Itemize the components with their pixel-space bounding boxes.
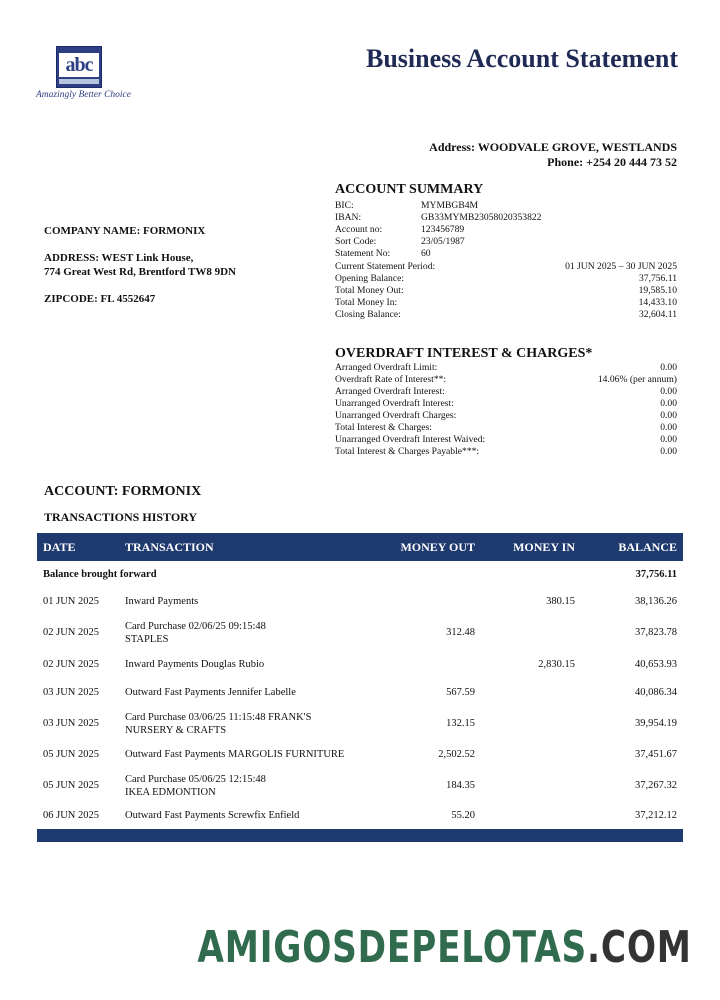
row-date: 05 JUN 2025 [43, 749, 100, 760]
summary-label: Sort Code: [335, 236, 377, 247]
overdraft-row [335, 362, 677, 374]
overdraft-label: Arranged Overdraft Interest: [335, 386, 445, 397]
summary-row [335, 200, 677, 212]
row-description: Outward Fast Payments MARGOLIS FURNITURE [125, 749, 345, 760]
table-header [37, 533, 683, 561]
summary-value: 01 JUN 2025 – 30 JUN 2025 [565, 261, 677, 272]
overdraft-label: Unarranged Overdraft Interest Waived: [335, 434, 486, 445]
logo-letters: abc [59, 53, 99, 77]
row-money-out: 312.48 [446, 627, 475, 638]
col-header-balance: BALANCE [618, 540, 677, 554]
summary-value: 123456789 [421, 224, 465, 235]
transactions-table [37, 533, 683, 842]
customer-address-line1: ADDRESS: WEST Link House, [44, 252, 194, 264]
overdraft-label: Arranged Overdraft Limit: [335, 362, 438, 373]
summary-value: 14,433.10 [638, 297, 677, 308]
table-row [37, 741, 683, 769]
document-title: Business Account Statement [365, 44, 678, 73]
col-header-date: DATE [43, 540, 76, 554]
summary-label: Statement No: [335, 248, 391, 259]
overdraft-value: 0.00 [660, 386, 677, 397]
col-header-money-in: MONEY IN [513, 540, 575, 554]
summary-label: Current Statement Period: [335, 261, 436, 272]
summary-value: 60 [421, 248, 431, 259]
row-description: Inward Payments [125, 596, 199, 607]
table-row [37, 803, 683, 829]
row-description: Card Purchase 03/06/25 11:15:48 FRANK'S [125, 712, 312, 723]
table-row [37, 651, 683, 679]
bank-logo [36, 46, 131, 108]
account-heading: ACCOUNT: FORMONIX [44, 484, 202, 499]
overdraft-value: 0.00 [660, 398, 677, 409]
summary-label: Total Money Out: [335, 285, 404, 296]
row-balance: 38,136.26 [635, 596, 677, 607]
overdraft-label: Total Interest & Charges: [335, 422, 432, 433]
row-money-out: 2,502.52 [438, 749, 475, 760]
row-description: Outward Fast Payments Screwfix Enfield [125, 810, 300, 821]
overdraft-label: Unarranged Overdraft Charges: [335, 410, 457, 421]
overdraft-label: Unarranged Overdraft Interest: [335, 398, 454, 409]
summary-amount-row [335, 309, 677, 321]
row-description-line2: STAPLES [125, 634, 169, 645]
overdraft-row [335, 434, 677, 446]
customer-company: COMPANY NAME: FORMONIX [44, 225, 206, 237]
watermark-suffix: .COM [587, 922, 692, 973]
overdraft-label: Overdraft Rate of Interest**: [335, 374, 447, 385]
overdraft-row [335, 398, 677, 410]
summary-amount-row [335, 273, 677, 285]
overdraft-value: 0.00 [660, 422, 677, 433]
watermark [198, 922, 692, 973]
row-date: 02 JUN 2025 [43, 627, 100, 638]
summary-value: 19,585.10 [638, 285, 677, 296]
overdraft-title: OVERDRAFT INTEREST & CHARGES* [335, 346, 593, 361]
overdraft-row [335, 422, 677, 434]
row-date: 06 JUN 2025 [43, 810, 100, 821]
row-description-line2: IKEA EDMONTION [125, 787, 216, 798]
row-date: 03 JUN 2025 [43, 718, 100, 729]
overdraft-row [335, 446, 677, 458]
row-balance: 40,653.93 [635, 659, 677, 670]
overdraft-value: 14.06% (per annum) [597, 374, 677, 385]
overdraft-value: 0.00 [660, 410, 677, 421]
overdraft-row [335, 410, 677, 422]
row-date: 03 JUN 2025 [43, 687, 100, 698]
row-balance: 37,451.67 [635, 749, 677, 760]
overdraft-value: 0.00 [660, 434, 677, 445]
summary-label: Opening Balance: [335, 273, 404, 284]
row-balance: 37,212.12 [635, 810, 677, 821]
row-description-line2: NURSERY & CRAFTS [125, 725, 227, 736]
table-row [37, 707, 683, 741]
transactions-history-heading: TRANSACTIONS HISTORY [44, 510, 198, 524]
summary-row [335, 248, 677, 260]
row-date: 05 JUN 2025 [43, 780, 100, 791]
summary-row [335, 236, 677, 248]
summary-label: Total Money In: [335, 297, 398, 308]
summary-value: 32,604.11 [638, 309, 677, 320]
customer-zipcode: ZIPCODE: FL 4552647 [44, 293, 156, 305]
overdraft-value: 0.00 [660, 446, 677, 457]
watermark-main: AMIGOSDEPELOTAS [197, 922, 588, 973]
bank-address: Address: WOODVALE GROVE, WESTLANDS [429, 140, 677, 154]
account-summary-title: ACCOUNT SUMMARY [335, 182, 484, 197]
row-money-in: 2,830.15 [538, 659, 575, 670]
summary-label: BIC: [335, 200, 354, 211]
summary-amount-row [335, 261, 677, 273]
overdraft-row [335, 374, 677, 386]
brought-forward-balance: 37,756.11 [635, 569, 677, 580]
summary-amount-row [335, 297, 677, 309]
col-header-transaction: TRANSACTION [125, 540, 214, 554]
row-balance: 37,267.32 [635, 780, 677, 791]
customer-address-line2: 774 Great West Rd, Brentford TW8 9DN [44, 266, 236, 278]
table-row [37, 589, 683, 615]
logo-mark [56, 46, 102, 88]
summary-value: MYMBGB4M [421, 200, 479, 211]
table-row [37, 769, 683, 803]
bank-phone: Phone: +254 20 444 73 52 [547, 155, 677, 169]
overdraft-row [335, 386, 677, 398]
summary-amount-row [335, 285, 677, 297]
row-description: Inward Payments Douglas Rubio [125, 659, 265, 670]
row-balance: 39,954.19 [635, 718, 677, 729]
table-row [37, 679, 683, 707]
logo-tagline: Amazingly Better Choice [36, 90, 131, 100]
summary-label: Closing Balance: [335, 309, 401, 320]
row-money-out: 184.35 [446, 780, 475, 791]
row-money-out: 567.59 [446, 687, 475, 698]
row-date: 01 JUN 2025 [43, 596, 100, 607]
row-description: Outward Fast Payments Jennifer Labelle [125, 687, 296, 698]
summary-label: Account no: [335, 224, 383, 235]
summary-value: GB33MYMB23058020353822 [421, 212, 542, 223]
row-date: 02 JUN 2025 [43, 659, 100, 670]
summary-value: 23/05/1987 [421, 236, 465, 247]
row-money-in: 380.15 [546, 596, 575, 607]
overdraft-value: 0.00 [660, 362, 677, 373]
row-balance: 40,086.34 [635, 687, 677, 698]
col-header-money-out: MONEY OUT [400, 540, 475, 554]
row-description: Card Purchase 02/06/25 09:15:48 [125, 621, 266, 632]
brought-forward-row [37, 561, 683, 589]
overdraft-label: Total Interest & Charges Payable***: [335, 446, 480, 457]
summary-row [335, 224, 677, 236]
summary-value: 37,756.11 [638, 273, 677, 284]
row-money-out: 55.20 [451, 810, 475, 821]
summary-row [335, 212, 677, 224]
logo-strip [59, 79, 99, 84]
row-money-out: 132.15 [446, 718, 475, 729]
table-row [37, 615, 683, 651]
row-description: Card Purchase 05/06/25 12:15:48 [125, 774, 266, 785]
table-footer-bar [37, 829, 683, 842]
brought-forward-label: Balance brought forward [43, 569, 157, 580]
row-balance: 37,823.78 [635, 627, 677, 638]
summary-label: IBAN: [335, 212, 362, 223]
